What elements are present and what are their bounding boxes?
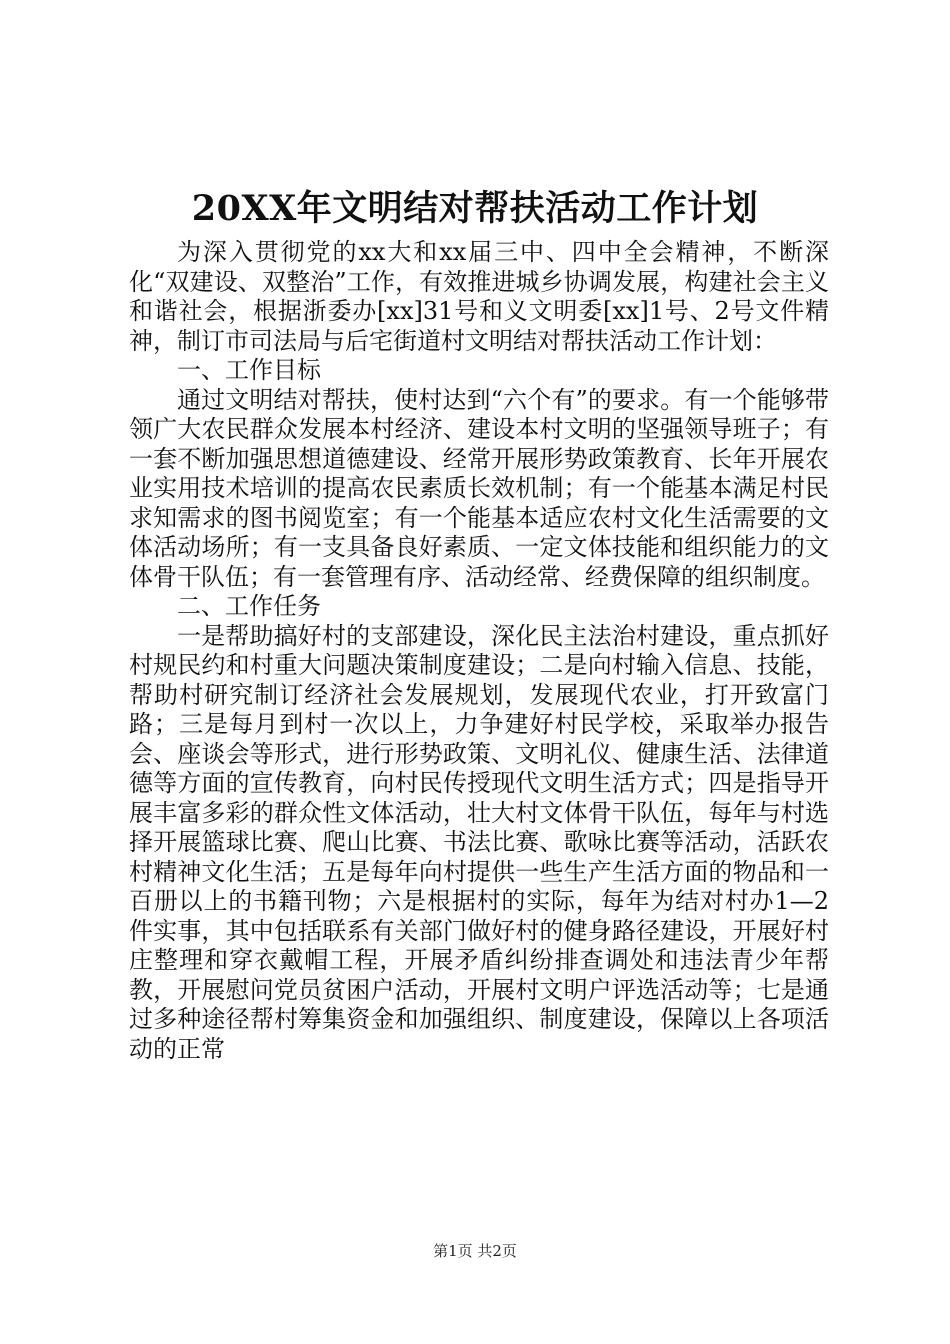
section-heading-tasks: 二、工作任务	[177, 592, 321, 620]
tasks-paragraph: 一是帮助搞好村的支部建设，深化民主法治村建设，重点抓好村规民约和村重大问题决策制度建设；二是向村输入信息、技能，帮助村研究制订经济社会发展规划，发展现代农业，打开致富门路；三是每月到村一次以上，力争建好村民学校，采取举办报告会、座谈会等形式，进行形势政策、文明礼仪、健康生活、法律道德等方面的宣传教育，向村民传授现代文明生活方式；四是指导开展丰富多彩的群众性文体活动，壮大村文体骨干队伍，每年与村选择开展篮球比赛、爬山比赛、书法比赛、歌咏比赛等活动，活跃农村精神文化生活；五是每年向村提供一些生产生活方面的物品和一百册以上的书籍刊物；六是根据村的实际，每年为结对村办1—2件实事，其中包括联系有关部门做好村的健身路径建设，开展好村庄整理和穿衣戴帽工程，开展矛盾纠纷排查调处和违法青少年帮教，开展慰问党员贫困户活动，开展村文明户评选活动等；七是通过多种途径帮村筹集资金和加强组织、制度建设，保障以上各项活动的正常	[129, 621, 829, 1063]
document-title: 20XX年文明结对帮扶活动工作计划	[191, 188, 759, 229]
goals-paragraph: 通过文明结对帮扶，使村达到“六个有”的要求。有一个能够带领广大农民群众发展本村经济、建设本村文明的坚强领导班子；有一套不断加强思想道德建设、经常开展形势政策教育、长年开展农业实用技术培训的提高农民素质长效机制；有一个能基本满足村民求知需求的图书阅览室；有一个能基本适应农村文化生活需要的文体活动场所；有一支具备良好素质、一定文体技能和组织能力的文体骨干队伍；有一套管理有序、活动经常、经费保障的组织制度。	[129, 385, 829, 591]
section-heading-goals: 一、工作目标	[177, 356, 321, 384]
document-body	[129, 238, 829, 1064]
intro-paragraph: 为深入贯彻党的xx大和xx届三中、四中全会精神，不断深化“双建设、双整治”工作，有效推进城乡协调发展，构建社会主义和谐社会，根据浙委办[xx]31号和义文明委[xx]1号、2号文件精神，制订市司法局与后宅街道村文明结对帮扶活动工作计划：	[129, 238, 829, 355]
page-number-footer: 第1页 共2页	[433, 1242, 517, 1260]
